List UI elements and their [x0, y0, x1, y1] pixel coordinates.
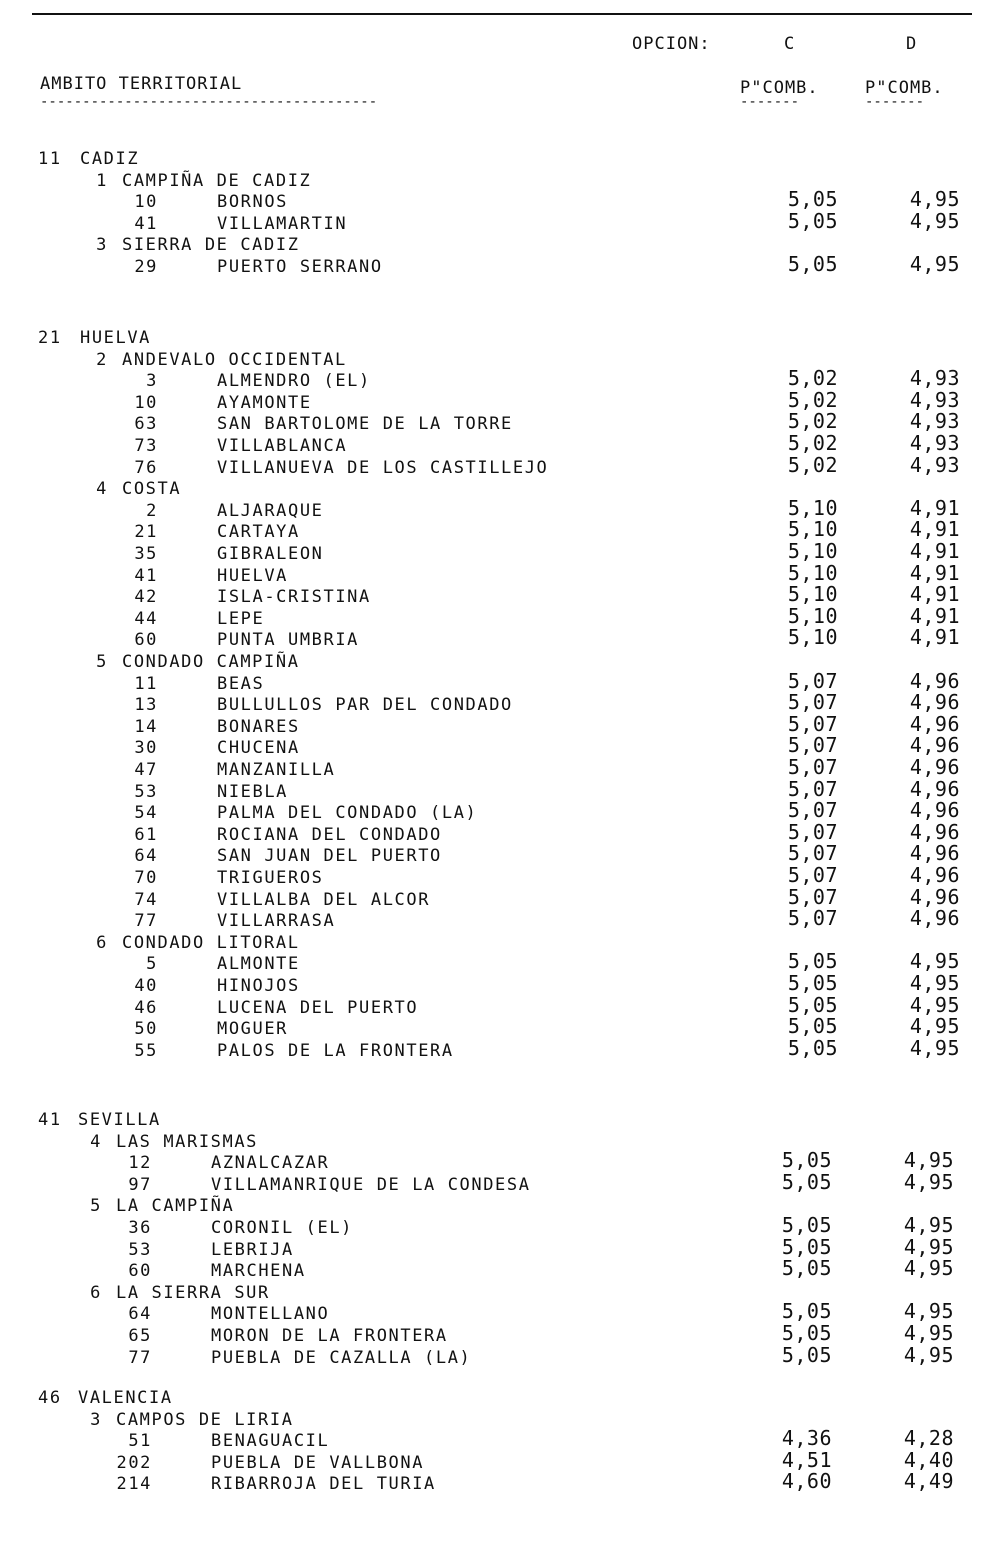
- value-c: 5,07: [787, 690, 838, 715]
- option-label: OPCION:: [632, 34, 711, 54]
- value-c: 5,07: [787, 755, 838, 779]
- municipio-code: 29: [134, 257, 158, 277]
- municipio-code: 64: [128, 1304, 152, 1325]
- municipio-row: [0, 819, 1000, 846]
- municipio-code: 97: [128, 1174, 152, 1195]
- comarca-code: 5: [96, 652, 108, 672]
- col-c-underline: -------: [740, 94, 800, 110]
- value-c: 5,07: [787, 884, 838, 909]
- municipio-name: BONARES: [217, 716, 300, 737]
- municipio-name: ISLA-CRISTINA: [217, 587, 371, 608]
- municipio-name: LUCENA DEL PUERTO: [217, 997, 419, 1018]
- municipio-code: 60: [134, 630, 158, 651]
- comarca-name: CONDADO LITORAL: [122, 932, 300, 953]
- value-d: 4,96: [909, 819, 960, 844]
- municipio-name: PUEBLA DE VALLBONA: [211, 1452, 425, 1473]
- municipio-name: BEAS: [217, 673, 265, 694]
- municipio-row: [0, 971, 1000, 997]
- municipio-row: [0, 539, 1000, 565]
- municipio-code: 64: [134, 846, 158, 867]
- municipio-name: ROCIANA DEL CONDADO: [217, 824, 442, 845]
- municipio-name: LEBRIJA: [211, 1239, 294, 1260]
- municipio-row: [0, 755, 1000, 781]
- comarca-name: LA SIERRA SUR: [116, 1282, 270, 1303]
- comarca-code: 3: [96, 235, 108, 256]
- municipio-name: RIBARROJA DEL TURIA: [211, 1474, 436, 1495]
- option-d: D: [906, 34, 918, 54]
- municipio-name: VILLAMARTIN: [217, 213, 348, 234]
- value-c: 5,07: [787, 841, 838, 866]
- value-c: 5,10: [787, 539, 838, 563]
- municipio-name: PUNTA UMBRIA: [217, 630, 360, 651]
- municipio-name: PUEBLA DE CAZALLA (LA): [211, 1347, 472, 1368]
- value-c: 5,02: [787, 366, 838, 391]
- province-name: HUELVA: [80, 328, 152, 348]
- province-code: 41: [38, 1110, 62, 1130]
- municipio-name: AYAMONTE: [217, 392, 312, 413]
- municipio-name: SAN BARTOLOME DE LA TORRE: [217, 414, 513, 435]
- province-row: [0, 327, 1000, 349]
- value-d: 4,91: [909, 625, 960, 650]
- municipio-name: AZNALCAZAR: [211, 1153, 330, 1174]
- municipio-name: VILLAMANRIQUE DE LA CONDESA: [211, 1174, 531, 1195]
- municipio-code: 3: [146, 371, 158, 392]
- municipio-row: [0, 1426, 1000, 1452]
- municipio-name: VILLABLANCA: [217, 436, 348, 456]
- municipio-row: [0, 841, 1000, 867]
- municipio-row: [0, 431, 1000, 457]
- municipio-name: CHUCENA: [217, 738, 300, 759]
- municipio-code: 50: [134, 1019, 158, 1040]
- col-c-label: P"COMB.: [740, 78, 819, 98]
- municipio-code: 76: [134, 457, 158, 478]
- value-d: 4,96: [909, 841, 960, 866]
- municipio-row: [0, 208, 1000, 235]
- municipio-name: MORON DE LA FRONTERA: [211, 1326, 448, 1346]
- municipio-row: [0, 1469, 1000, 1495]
- municipio-code: 41: [134, 565, 158, 586]
- province-row: [0, 1109, 1000, 1131]
- municipio-name: BULLULLOS PAR DEL CONDADO: [217, 695, 513, 716]
- value-c: 5,05: [781, 1234, 832, 1259]
- municipio-row: [0, 992, 1000, 1019]
- value-c: 5,07: [787, 776, 838, 801]
- comarca-code: 6: [90, 1282, 102, 1303]
- value-d: 4,96: [909, 884, 960, 909]
- value-c: 4,51: [781, 1447, 832, 1472]
- value-d: 4,93: [909, 387, 960, 412]
- province-name: VALENCIA: [78, 1388, 173, 1408]
- value-c: 5,05: [787, 949, 838, 974]
- value-d: 4,91: [909, 603, 960, 628]
- municipio-code: 30: [134, 738, 158, 759]
- comarca-name: LAS MARISMAS: [116, 1131, 259, 1152]
- value-d: 4,95: [903, 1169, 954, 1194]
- top-rule: [32, 13, 972, 15]
- value-d: 4,95: [909, 252, 960, 276]
- municipio-row: [0, 582, 1000, 608]
- province-code: 11: [38, 149, 62, 169]
- value-c: 5,07: [787, 906, 838, 931]
- province-name: SEVILLA: [78, 1110, 161, 1130]
- municipio-code: 21: [134, 522, 158, 543]
- value-c: 5,10: [787, 517, 838, 542]
- municipio-row: [0, 1234, 1000, 1261]
- value-c: 5,02: [787, 409, 838, 434]
- value-c: 5,02: [787, 387, 838, 412]
- municipio-row: [0, 452, 1000, 479]
- value-c: 5,07: [787, 733, 838, 758]
- municipio-name: VILLANUEVA DE LOS CASTILLEJO: [217, 457, 549, 478]
- municipio-row: [0, 798, 1000, 824]
- municipio-code: 35: [134, 544, 158, 564]
- option-c: C: [784, 34, 796, 54]
- municipio-row: [0, 1169, 1000, 1196]
- comarca-row: [0, 651, 1000, 673]
- municipio-code: 54: [134, 803, 158, 824]
- municipio-code: 11: [134, 673, 158, 694]
- value-c: 5,05: [781, 1342, 832, 1367]
- municipio-name: MONTELLANO: [211, 1304, 330, 1325]
- municipio-code: 53: [128, 1239, 152, 1260]
- value-c: 5,05: [781, 1256, 832, 1281]
- municipio-row: [0, 187, 1000, 213]
- value-d: 4,91: [909, 495, 960, 520]
- municipio-code: 42: [134, 587, 158, 608]
- value-c: 5,05: [787, 992, 838, 1017]
- municipio-code: 12: [128, 1153, 152, 1174]
- municipio-row: [0, 1014, 1000, 1040]
- province-code: 21: [38, 328, 62, 348]
- value-c: 5,05: [787, 187, 838, 212]
- municipio-row: [0, 776, 1000, 803]
- municipio-name: MARCHENA: [211, 1261, 306, 1282]
- province-code: 46: [38, 1388, 62, 1408]
- municipio-name: VILLALBA DEL ALCOR: [217, 889, 431, 910]
- value-d: 4,95: [903, 1299, 954, 1324]
- municipio-code: 47: [134, 760, 158, 780]
- province-name: CADIZ: [80, 149, 140, 169]
- municipio-row: [0, 409, 1000, 435]
- comarca-name: ANDEVALO OCCIDENTAL: [122, 349, 347, 370]
- province-row: [0, 148, 1000, 170]
- municipio-code: 40: [134, 976, 158, 996]
- municipio-row: [0, 733, 1000, 759]
- value-c: 5,07: [787, 668, 838, 693]
- municipio-code: 77: [128, 1347, 152, 1368]
- municipio-code: 36: [128, 1218, 152, 1238]
- value-d: 4,96: [909, 906, 960, 931]
- ambito-label: AMBITO TERRITORIAL: [40, 74, 243, 94]
- municipio-row: [0, 1148, 1000, 1174]
- value-d: 4,91: [909, 517, 960, 542]
- value-d: 4,96: [909, 668, 960, 693]
- value-c: 5,10: [787, 603, 838, 628]
- value-c: 5,10: [787, 582, 838, 607]
- value-c: 5,07: [787, 798, 838, 823]
- value-d: 4,93: [909, 409, 960, 434]
- value-d: 4,95: [903, 1148, 954, 1173]
- municipio-code: 14: [134, 716, 158, 737]
- municipio-code: 74: [134, 889, 158, 910]
- value-d: 4,95: [903, 1342, 954, 1367]
- municipio-name: PALOS DE LA FRONTERA: [217, 1040, 454, 1061]
- municipio-row: [0, 949, 1000, 975]
- municipio-row: [0, 1447, 1000, 1474]
- comarca-row: [0, 170, 1000, 192]
- comarca-code: 4: [90, 1131, 102, 1152]
- municipio-code: 2: [146, 500, 158, 521]
- municipio-name: MOGUER: [217, 1019, 289, 1040]
- municipio-name: MANZANILLA: [217, 760, 336, 780]
- municipio-row: [0, 1256, 1000, 1282]
- municipio-row: [0, 1321, 1000, 1347]
- comarca-code: 1: [96, 170, 108, 191]
- municipio-name: GIBRALEON: [217, 544, 324, 564]
- value-c: 5,05: [781, 1213, 832, 1237]
- comarca-name: CAMPIÑA DE CADIZ: [122, 170, 312, 191]
- comarca-row: [0, 1409, 1000, 1431]
- municipio-code: 70: [134, 868, 158, 888]
- municipio-code: 41: [134, 213, 158, 234]
- value-d: 4,93: [909, 431, 960, 455]
- municipio-name: TRIGUEROS: [217, 868, 324, 888]
- value-d: 4,96: [909, 733, 960, 758]
- comarca-code: 6: [96, 932, 108, 953]
- municipio-name: BORNOS: [217, 192, 289, 213]
- value-d: 4,96: [909, 755, 960, 779]
- value-c: 5,05: [787, 1035, 838, 1060]
- municipio-code: 44: [134, 608, 158, 629]
- comarca-name: CONDADO CAMPIÑA: [122, 652, 300, 672]
- value-d: 4,95: [909, 992, 960, 1017]
- municipio-name: BENAGUACIL: [211, 1431, 330, 1452]
- value-d: 4,95: [909, 949, 960, 974]
- municipio-row: [0, 884, 1000, 911]
- comarca-code: 5: [90, 1196, 102, 1217]
- municipio-name: SAN JUAN DEL PUERTO: [217, 846, 442, 867]
- value-d: 4,95: [909, 1014, 960, 1039]
- value-c: 5,07: [787, 863, 838, 887]
- value-c: 4,60: [781, 1469, 832, 1494]
- municipio-row: [0, 603, 1000, 630]
- municipio-row: [0, 252, 1000, 278]
- value-d: 4,95: [903, 1213, 954, 1237]
- municipio-row: [0, 690, 1000, 716]
- comarca-name: COSTA: [122, 479, 182, 500]
- municipio-row: [0, 366, 1000, 392]
- municipio-name: HUELVA: [217, 565, 289, 586]
- value-d: 4,93: [909, 366, 960, 391]
- municipio-row: [0, 1342, 1000, 1369]
- comarca-code: 3: [90, 1409, 102, 1430]
- comarca-row: [0, 1131, 1000, 1153]
- value-d: 4,95: [903, 1234, 954, 1259]
- ambito-underline: ----------------------------------------: [40, 94, 378, 110]
- value-d: 4,96: [909, 798, 960, 823]
- municipio-code: 53: [134, 781, 158, 802]
- municipio-row: [0, 1213, 1000, 1239]
- value-d: 4,95: [909, 1035, 960, 1060]
- comarca-code: 4: [96, 479, 108, 500]
- municipio-code: 46: [134, 997, 158, 1018]
- comarca-row: [0, 349, 1000, 371]
- value-c: 5,02: [787, 452, 838, 477]
- municipio-row: [0, 863, 1000, 889]
- value-c: 5,05: [787, 208, 838, 233]
- value-d: 4,96: [909, 711, 960, 736]
- comarca-row: [0, 932, 1000, 954]
- value-c: 5,05: [781, 1321, 832, 1345]
- municipio-row: [0, 495, 1000, 522]
- value-d: 4,91: [909, 560, 960, 585]
- municipio-code: 51: [128, 1431, 152, 1452]
- value-d: 4,95: [903, 1321, 954, 1345]
- municipio-row: [0, 668, 1000, 695]
- comarca-row: [0, 1282, 1000, 1304]
- municipio-row: [0, 1035, 1000, 1062]
- municipio-code: 61: [134, 824, 158, 845]
- municipio-name: ALMONTE: [217, 954, 300, 975]
- value-d: 4,95: [903, 1256, 954, 1281]
- value-c: 5,10: [787, 625, 838, 650]
- comarca-name: LA CAMPIÑA: [116, 1196, 235, 1217]
- municipio-code: 60: [128, 1261, 152, 1282]
- value-c: 5,05: [787, 971, 838, 995]
- municipio-row: [0, 517, 1000, 543]
- municipio-row: [0, 625, 1000, 651]
- municipio-row: [0, 906, 1000, 932]
- value-d: 4,91: [909, 582, 960, 607]
- value-c: 5,05: [781, 1169, 832, 1194]
- value-c: 5,05: [787, 1014, 838, 1039]
- value-c: 5,05: [787, 252, 838, 276]
- municipio-code: 214: [116, 1474, 152, 1495]
- value-d: 4,96: [909, 863, 960, 887]
- municipio-name: CORONIL (EL): [211, 1218, 354, 1238]
- municipio-code: 202: [116, 1452, 152, 1473]
- province-row: [0, 1387, 1000, 1409]
- value-d: 4,96: [909, 690, 960, 715]
- value-c: 5,05: [781, 1299, 832, 1324]
- value-d: 4,95: [909, 187, 960, 212]
- municipio-name: VILLARRASA: [217, 911, 336, 932]
- value-d: 4,96: [909, 776, 960, 801]
- value-c: 5,02: [787, 431, 838, 455]
- comarca-name: CAMPOS DE LIRIA: [116, 1409, 294, 1430]
- value-d: 4,91: [909, 539, 960, 563]
- value-c: 5,10: [787, 495, 838, 520]
- comarca-code: 2: [96, 349, 108, 370]
- municipio-code: 65: [128, 1326, 152, 1346]
- value-d: 4,49: [903, 1469, 954, 1494]
- value-d: 4,28: [903, 1426, 954, 1451]
- municipio-code: 13: [134, 695, 158, 716]
- col-d-underline: -------: [865, 94, 925, 110]
- municipio-code: 10: [134, 192, 158, 213]
- value-d: 4,95: [909, 208, 960, 233]
- value-c: 5,05: [781, 1148, 832, 1173]
- comarca-row: [0, 1195, 1000, 1217]
- municipio-name: CARTAYA: [217, 522, 300, 543]
- value-c: 5,10: [787, 560, 838, 585]
- municipio-row: [0, 387, 1000, 414]
- municipio-name: NIEBLA: [217, 781, 289, 802]
- municipio-name: ALMENDRO (EL): [217, 371, 371, 392]
- municipio-code: 55: [134, 1040, 158, 1061]
- municipio-code: 73: [134, 436, 158, 456]
- value-d: 4,93: [909, 452, 960, 477]
- municipio-code: 5: [146, 954, 158, 975]
- municipio-row: [0, 1299, 1000, 1325]
- value-c: 5,07: [787, 711, 838, 736]
- value-d: 4,95: [909, 971, 960, 995]
- value-c: 4,36: [781, 1426, 832, 1451]
- comarca-row: [0, 478, 1000, 500]
- municipio-code: 10: [134, 392, 158, 413]
- value-c: 5,07: [787, 819, 838, 844]
- municipio-code: 77: [134, 911, 158, 932]
- municipio-row: [0, 560, 1000, 587]
- municipio-code: 63: [134, 414, 158, 435]
- comarca-name: SIERRA DE CADIZ: [122, 235, 300, 256]
- municipio-name: ALJARAQUE: [217, 500, 324, 521]
- municipio-name: PALMA DEL CONDADO (LA): [217, 803, 478, 824]
- municipio-name: LEPE: [217, 608, 265, 629]
- comarca-row: [0, 234, 1000, 256]
- municipio-name: HINOJOS: [217, 976, 300, 996]
- value-d: 4,40: [903, 1447, 954, 1472]
- col-d-label: P"COMB.: [865, 78, 944, 98]
- municipio-row: [0, 711, 1000, 738]
- municipio-name: PUERTO SERRANO: [217, 257, 383, 277]
